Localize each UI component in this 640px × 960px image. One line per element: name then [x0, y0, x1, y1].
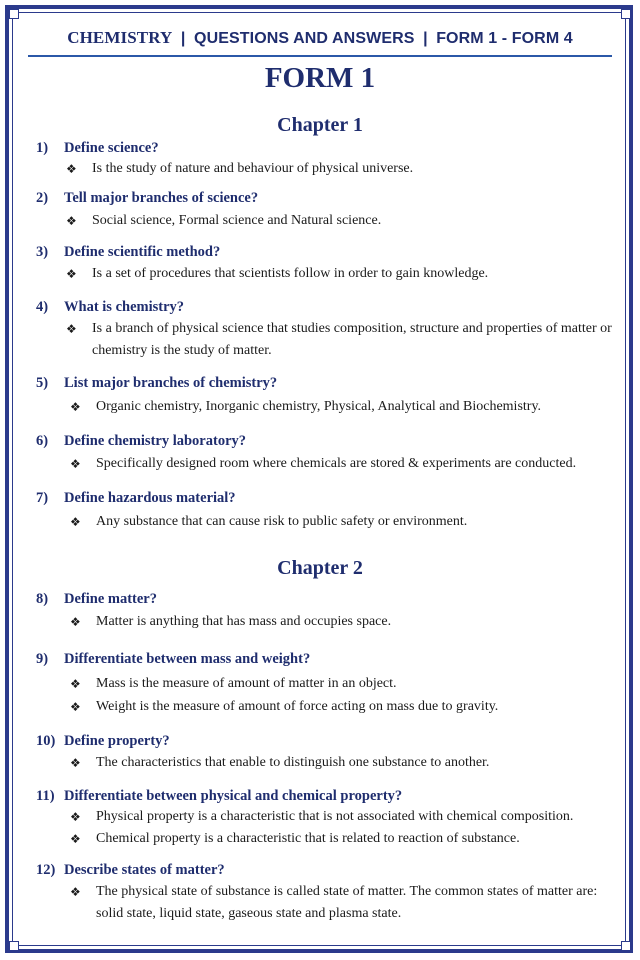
header-rule — [28, 55, 612, 57]
form-title: FORM 1 — [264, 62, 376, 94]
answer-text: Is a set of procedures that scientists follow in order to gain knowledge. — [92, 266, 489, 281]
diamond-bullet-icon: ❖ — [66, 214, 77, 228]
question-heading — [36, 862, 225, 879]
question-heading — [36, 244, 220, 261]
question-text: Define science? — [64, 140, 159, 156]
question-text: List major branches of chemistry? — [64, 375, 278, 391]
question-number: 4) — [36, 299, 49, 315]
question-heading — [36, 651, 310, 668]
question-heading — [36, 375, 277, 392]
question-text: Define property? — [64, 733, 170, 749]
diamond-bullet-icon: ❖ — [70, 515, 81, 529]
answer-text: Chemical property is a characteristic that is related to reaction of substance. — [96, 831, 520, 846]
question-heading — [36, 299, 184, 316]
answer-item — [70, 828, 616, 850]
question-number: 7) — [36, 490, 49, 506]
question-heading — [36, 140, 159, 157]
answer-text: Any substance that can cause risk to public safety or environment. — [96, 514, 468, 529]
question-number: 3) — [36, 244, 49, 260]
question-text: Tell major branches of science? — [64, 190, 259, 206]
question-number: 1) — [36, 140, 49, 156]
question-text: Define hazardous material? — [64, 490, 236, 506]
answer-item — [70, 752, 616, 774]
question-text: Define matter? — [64, 591, 157, 607]
answer-item — [70, 673, 616, 695]
question-heading — [36, 788, 402, 805]
corner-ornament — [9, 9, 19, 19]
question-heading — [36, 190, 258, 207]
question-number: 2) — [36, 190, 49, 206]
question-number: 12) — [36, 862, 56, 878]
question-text: Differentiate between mass and weight? — [64, 651, 311, 667]
chapter-heading: Chapter 1 — [277, 114, 363, 136]
question-number: 11) — [36, 788, 55, 804]
diamond-bullet-icon: ❖ — [66, 162, 77, 176]
corner-ornament — [621, 9, 631, 19]
question-text: Differentiate between physical and chemical property? — [64, 788, 403, 804]
answer-text: Organic chemistry, Inorganic chemistry, Physical, Analytical and Biochemistry. — [96, 399, 542, 414]
answer-text: Is a branch of physical science that studies composition, structure and properties of matter or chemistry is the study of matter. — [92, 321, 612, 358]
question-text: What is chemistry? — [64, 299, 185, 315]
diamond-bullet-icon: ❖ — [70, 457, 81, 471]
answer-text: Matter is anything that has mass and occupies space. — [96, 614, 392, 629]
question-number: 10) — [36, 733, 56, 749]
header-section: QUESTIONS AND ANSWERS — [194, 30, 415, 47]
question-heading — [36, 591, 157, 608]
answer-item — [66, 210, 616, 232]
answer-item — [70, 696, 616, 718]
diamond-bullet-icon: ❖ — [70, 400, 81, 414]
header-separator: | — [423, 30, 428, 47]
page-header — [28, 28, 612, 48]
answer-item — [66, 263, 616, 285]
question-number: 5) — [36, 375, 49, 391]
answer-item — [70, 511, 616, 533]
question-number: 8) — [36, 591, 49, 607]
corner-ornament — [9, 941, 19, 951]
diamond-bullet-icon: ❖ — [70, 885, 81, 899]
answer-item — [70, 611, 616, 633]
diamond-bullet-icon: ❖ — [66, 322, 77, 336]
answer-text: Weight is the measure of amount of force acting on mass due to gravity. — [96, 699, 499, 714]
answer-text: Physical property is a characteristic that is not associated with chemical composition. — [96, 809, 574, 824]
diamond-bullet-icon: ❖ — [66, 267, 77, 281]
diamond-bullet-icon: ❖ — [70, 832, 81, 846]
corner-ornament — [621, 941, 631, 951]
answer-text: Specifically designed room where chemicals are stored & experiments are conducted. — [96, 456, 577, 471]
answer-text: Social science, Formal science and Natural science. — [92, 213, 382, 228]
question-number: 6) — [36, 433, 49, 449]
answer-text: Is the study of nature and behaviour of physical universe. — [92, 161, 414, 176]
diamond-bullet-icon: ❖ — [70, 756, 81, 770]
answer-item — [66, 158, 616, 180]
question-text: Describe states of matter? — [64, 862, 225, 878]
header-subject: CHEMISTRY — [67, 28, 173, 47]
question-text: Define chemistry laboratory? — [64, 433, 247, 449]
diamond-bullet-icon: ❖ — [70, 700, 81, 714]
question-text: Define scientific method? — [64, 244, 221, 260]
question-heading — [36, 733, 170, 750]
diamond-bullet-icon: ❖ — [70, 677, 81, 691]
question-heading — [36, 433, 246, 450]
answer-item — [70, 453, 616, 475]
answer-item — [70, 396, 616, 418]
answer-text: Mass is the measure of amount of matter in an object. — [96, 676, 397, 691]
diamond-bullet-icon: ❖ — [70, 810, 81, 824]
diamond-bullet-icon: ❖ — [70, 615, 81, 629]
header-separator: | — [180, 30, 186, 47]
answer-item — [70, 881, 616, 925]
chapter-heading: Chapter 2 — [277, 557, 363, 579]
answer-text: The physical state of substance is called state of matter. The common states of matter are: solid state, liquid state, gaseous state and plasma state. — [96, 884, 598, 921]
answer-item — [70, 806, 616, 828]
header-range: FORM 1 - FORM 4 — [436, 30, 573, 47]
answer-item — [66, 318, 616, 362]
question-number: 9) — [36, 651, 49, 667]
question-heading — [36, 490, 236, 507]
answer-text: The characteristics that enable to distinguish one substance to another. — [96, 755, 490, 770]
